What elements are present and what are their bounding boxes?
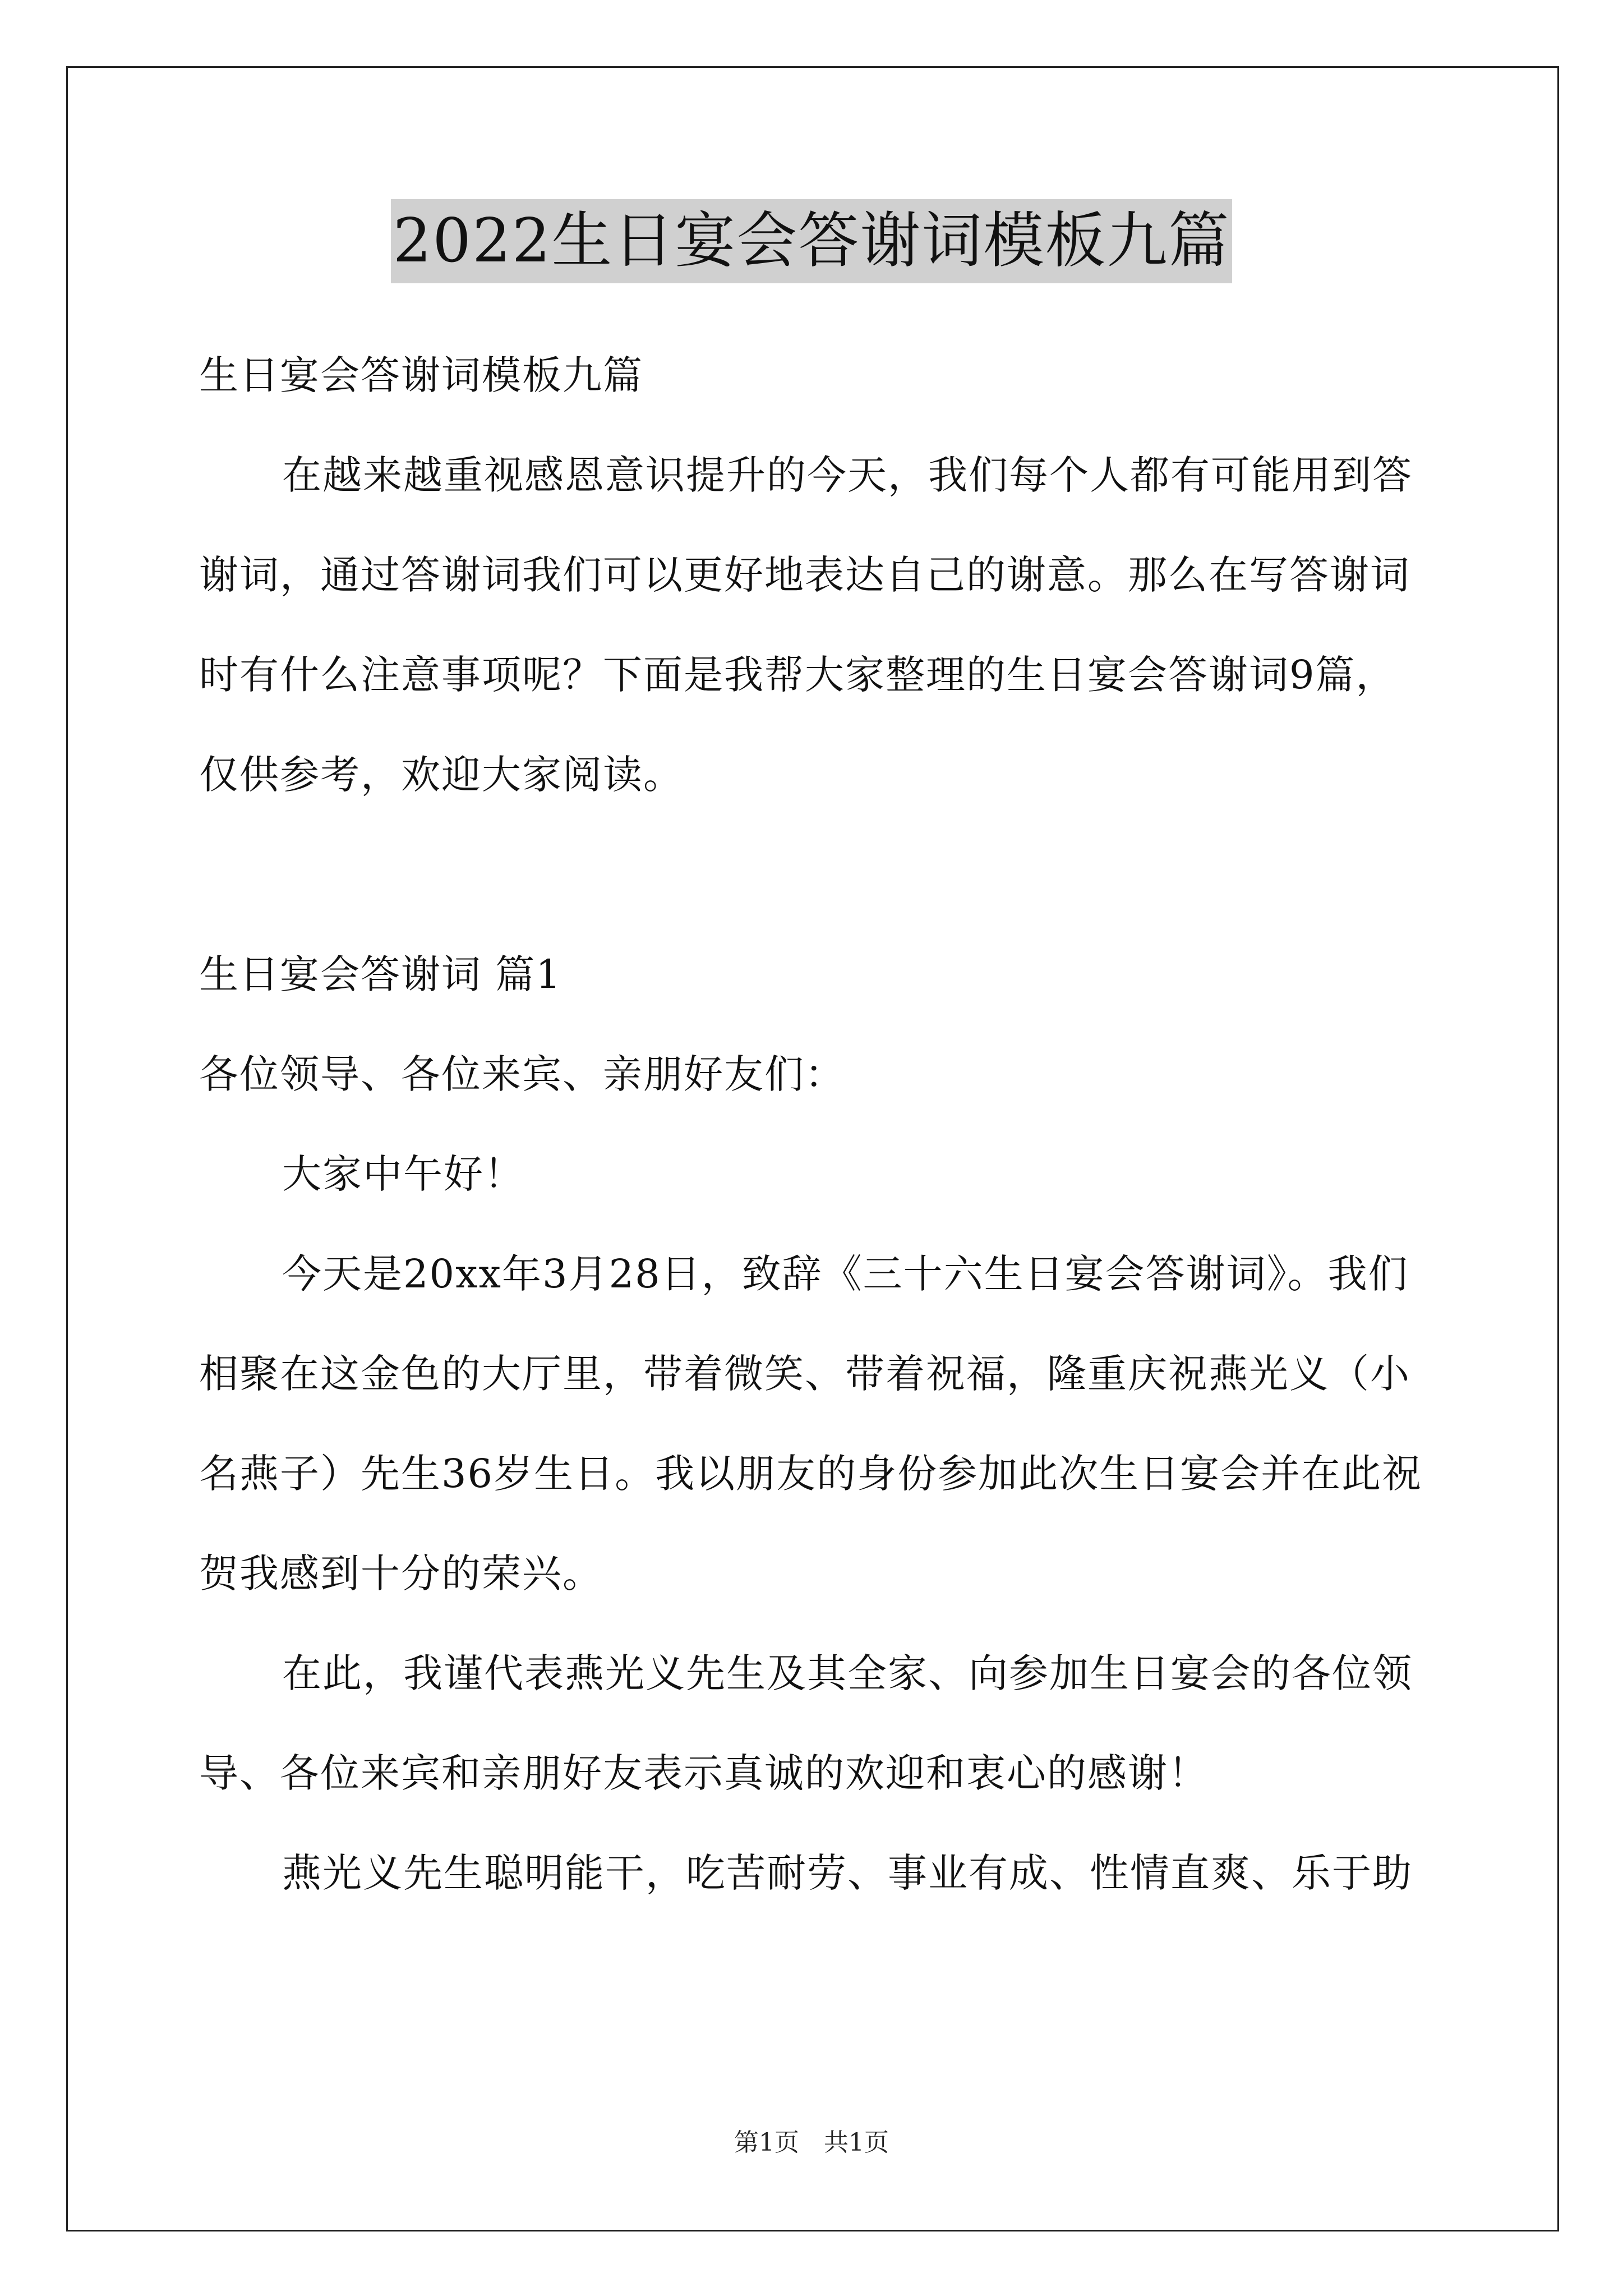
body-paragraph-1: 今天是20xx年3月28日，致辞《三十六生日宴会答谢词》。我们相聚在这金色的大厅里，带着微笑、带着祝福，隆重庆祝燕光义（小名燕子）先生36岁生日。我以朋友的身份参加此次生日宴会并在此祝贺我感到十分的荣兴。 [199,1251,1423,1596]
body-paragraph-2: 在此，我谨代表燕光义先生及其全家、向参加生日宴会的各位领导、各位来宾和亲朋好友表示真诚的欢迎和衷心的感谢！ [199,1650,1413,1796]
document-body [199,325,1433,1923]
page-footer [0,2126,1623,2160]
intro-paragraph: 在越来越重视感恩意识提升的今天，我们每个人都有可能用到答谢词，通过答谢词我们可以更好地表达自己的谢意。那么在写答谢词时有什么注意事项呢？下面是我帮大家整理的生日宴会答谢词9篇，仅供参考，欢迎大家阅读。 [199,452,1413,798]
greeting: 大家中午好！ [282,1151,524,1197]
title-container [0,199,1623,283]
subtitle: 生日宴会答谢词模板九篇 [199,352,643,398]
page-total: 共1页 [824,2128,889,2157]
salutation: 各位领导、各位来宾、亲朋好友们： [199,1051,845,1097]
body-paragraph-3: 燕光义先生聪明能干，吃苦耐劳、事业有成、性情直爽、乐于助 [282,1850,1413,1896]
section-heading: 生日宴会答谢词 篇1 [199,951,562,997]
document-title: 2022生日宴会答谢词模板九篇 [391,199,1233,283]
page-number: 第1页 [734,2128,799,2157]
